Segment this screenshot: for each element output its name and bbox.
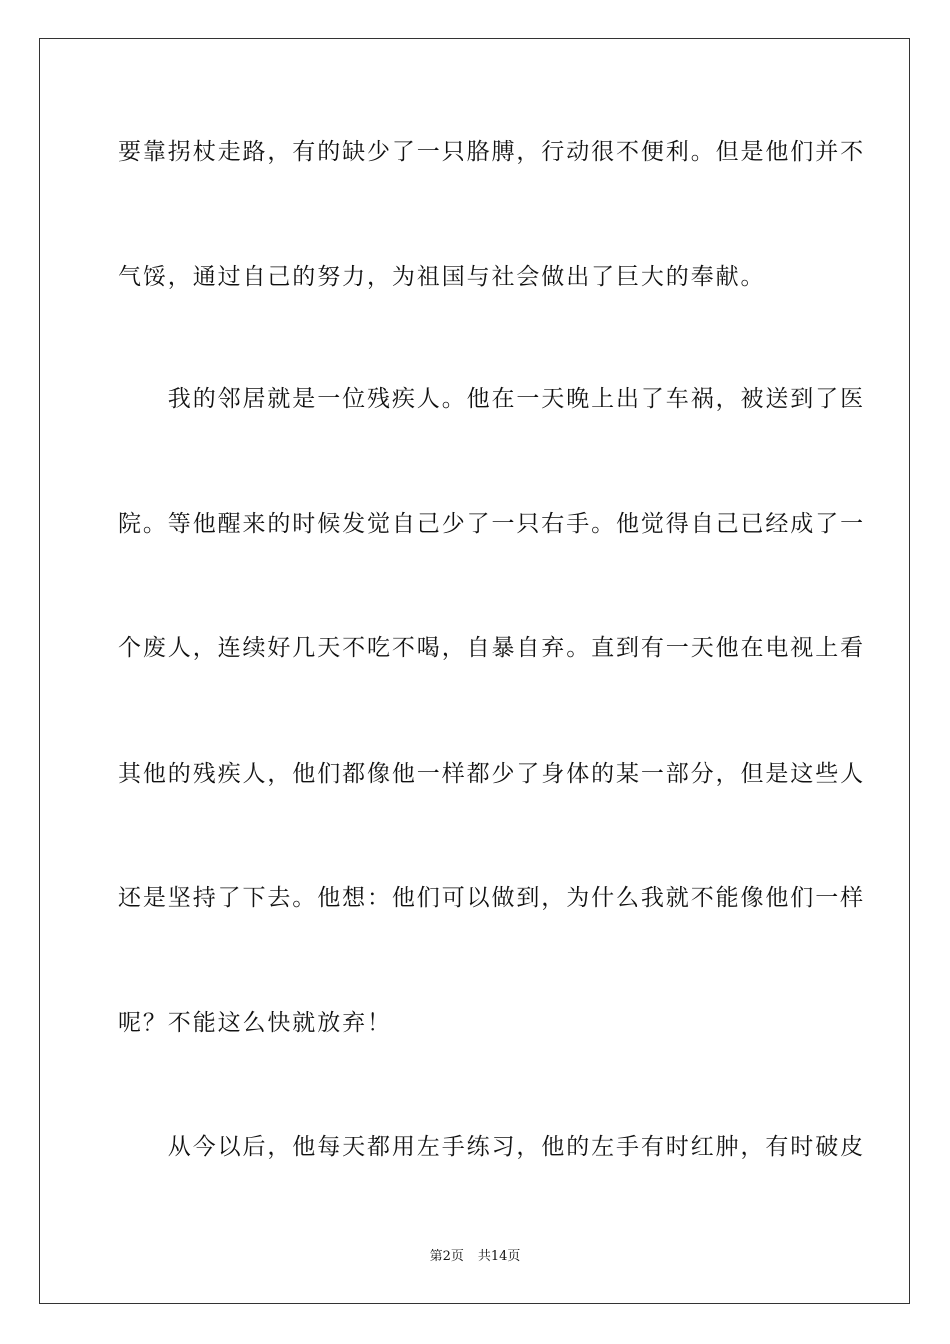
paragraph-line: 要靠拐杖走路，有的缺少了一只胳膊，行动很不便利。但是他们并不 xyxy=(118,139,865,165)
paragraph-line: 呢？不能这么快就放弃！ xyxy=(118,1010,392,1036)
paragraph-line: 个废人，连续好几天不吃不喝，自暴自弃。直到有一天他在电视上看 xyxy=(118,635,865,661)
paragraph-line: 我的邻居就是一位残疾人。他在一天晚上出了车祸，被送到了医 xyxy=(118,386,865,412)
paragraph-line: 从今以后，他每天都用左手练习，他的左手有时红肿，有时破皮 xyxy=(118,1134,865,1160)
paragraph-line: 还是坚持了下去。他想：他们可以做到，为什么我就不能像他们一样 xyxy=(118,885,865,911)
paragraph-line: 院。等他醒来的时候发觉自己少了一只右手。他觉得自己已经成了一 xyxy=(118,511,865,537)
paragraph-line: 其他的残疾人，他们都像他一样都少了身体的某一部分，但是这些人 xyxy=(118,761,865,787)
page-total: 共14页 xyxy=(477,1249,521,1264)
page-number: 第2页 xyxy=(429,1249,464,1264)
page-footer xyxy=(0,1248,950,1266)
paragraph-line: 气馁，通过自己的努力，为祖国与社会做出了巨大的奉献。 xyxy=(118,264,766,290)
page-border xyxy=(39,38,910,1304)
